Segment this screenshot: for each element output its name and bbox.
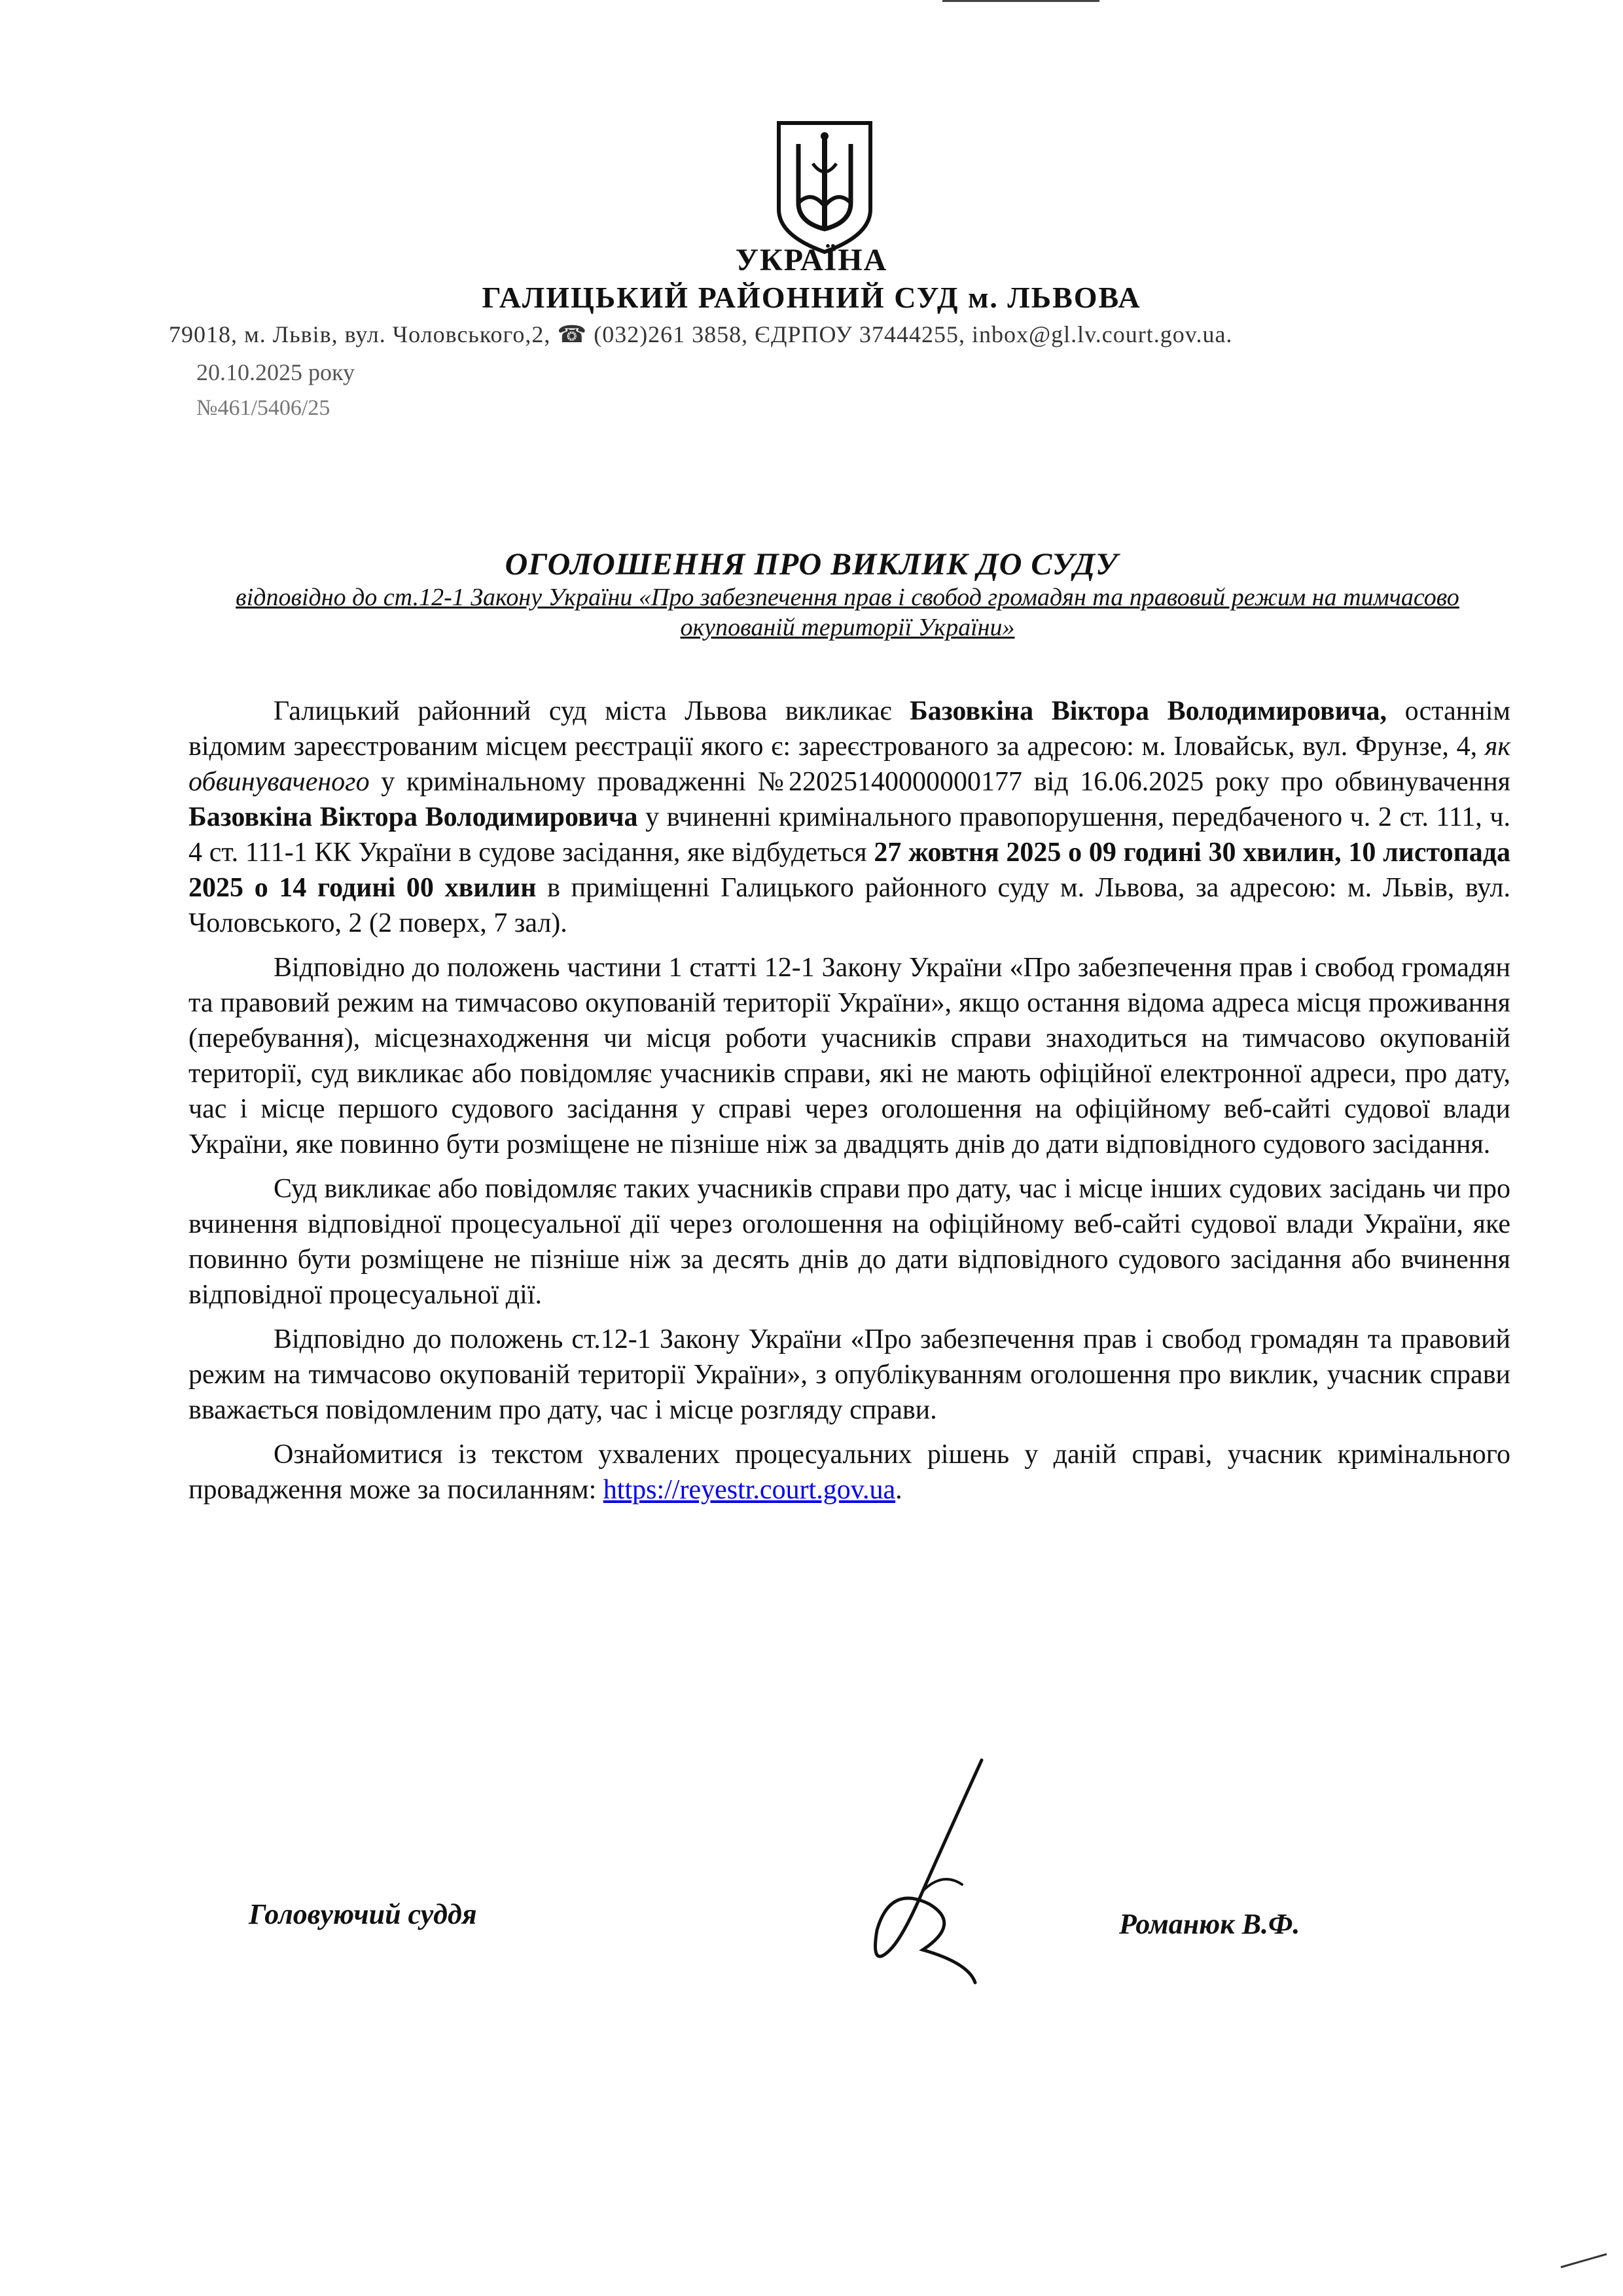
paragraph-text: останнім відомим зареєстрованим місцем реєстрації якого є: зареєстрованого за адресою: м. Іловайськ, вул. Фрунзе, 4, [188, 696, 1510, 762]
paragraph-registry-link [188, 1437, 1510, 1508]
document-date: 20.10.2025 року [196, 359, 355, 385]
court-address-line: 79018, м. Львів, вул. Чоловського,2, ☎ (032)261 3858, ЄДРПОУ 37444255, inbox@gl.lv.court.gov.ua. [169, 321, 1233, 347]
court-name-heading: ГАЛИЦЬКИЙ РАЙОННИЙ СУД м. ЛЬВОВА [482, 281, 1141, 314]
registry-link[interactable]: https://reyestr.court.gov.ua [603, 1475, 896, 1505]
scan-mark-icon [1558, 2251, 1610, 2270]
paragraph-text: у вчиненні кримінального правопорушення, передбаченого ч. 2 ст. 111, ч. 4 ст. 111-1 КК України в судове засідання, яке відбудеться [188, 802, 1510, 868]
accused-role: як обвинуваченого [188, 732, 1510, 797]
paragraph-text: Галицький районний суд міста Львова викликає [274, 696, 910, 726]
document-title: ОГОЛОШЕННЯ ПРО ВИКЛИК ДО СУДУ [505, 547, 1118, 582]
accused-name: Базовкіна Віктора Володимировича, [910, 696, 1387, 726]
paragraph-other-hearings: Суд викликає або повідомляє таких учасників справи про дату, час і місце інших судових засідань чи про вчинення відповідної процесуальної дії через оголошення на офіційному веб-сайті судової влади України, яке повинно бути розміщене не пізніше ніж за десять днів до дати відповідного судового засідання або вчинення відповідної процесуальної дії. [188, 1174, 1510, 1310]
trident-emblem-icon [772, 118, 877, 255]
country-heading: УКРАЇНА [735, 243, 888, 277]
paragraph-text: Ознайомитися із текстом ухвалених процесуальних рішень у даній справі, учасник кримінального провадження може за посиланням: [188, 1439, 1510, 1505]
paragraph-summons [188, 694, 1510, 941]
paragraph-notification: Відповідно до положень ст.12-1 Закону України «Про забезпечення прав і свобод громадян та правовий режим на тимчасово окупованій території України», з опублікуванням оголошення про виклик, учасник справи вважається повідомленим про дату, час і місце розгляду справи. [188, 1324, 1510, 1425]
accused-name: Базовкіна Віктора Володимировича [188, 802, 638, 832]
document-subtitle: відповідно до ст.12-1 Закону України «Про забезпечення прав і свобод громадян та правовий режим на тимчасово окупованій території України» [236, 584, 1459, 641]
paragraph-text: в приміщенні Галицького районного суду м. Львова, за адресою: м. Львів, вул. Чоловського, 2 (2 поверх, 7 зал). [188, 873, 1510, 938]
case-number: №461/5406/25 [196, 396, 330, 420]
hearing-dates: 27 жовтня 2025 о 09 годині 30 хвилин, 10 листопада 2025 о 14 годині 00 хвилин [188, 838, 1511, 903]
paragraph-law-part1: Відповідно до положень частини 1 статті 12-1 Закону України «Про забезпечення прав і свобод громадян та правовий режим на тимчасово окупованій території України», якщо остання відома адреса місця проживання (перебування), місцезнаходження чи місця роботи учасників справи знаходиться на тимчасово окупованій території, суд викликає або повідомляє учасників справи, які не мають офіційної електронної адреси, про дату, час і місце першого судового засідання у справі через оголошення на офіційному веб-сайті судової влади України, яке повинно бути розміщене не пізніше ніж за двадцять днів до дати відповідного судового засідання. [188, 953, 1510, 1159]
scan-edge-line [942, 0, 1099, 2]
paragraph-text: . [895, 1475, 902, 1505]
document-body [188, 694, 1510, 1517]
presiding-judge-label: Головуючий суддя [249, 1898, 477, 1930]
judge-name: Романюк В.Ф. [1119, 1908, 1300, 1940]
handwritten-signature-icon [851, 1754, 1021, 1989]
paragraph-text: у кримінальному провадженні №22025140000000177 від 16.06.2025 року про обвинувачення [369, 767, 1510, 797]
